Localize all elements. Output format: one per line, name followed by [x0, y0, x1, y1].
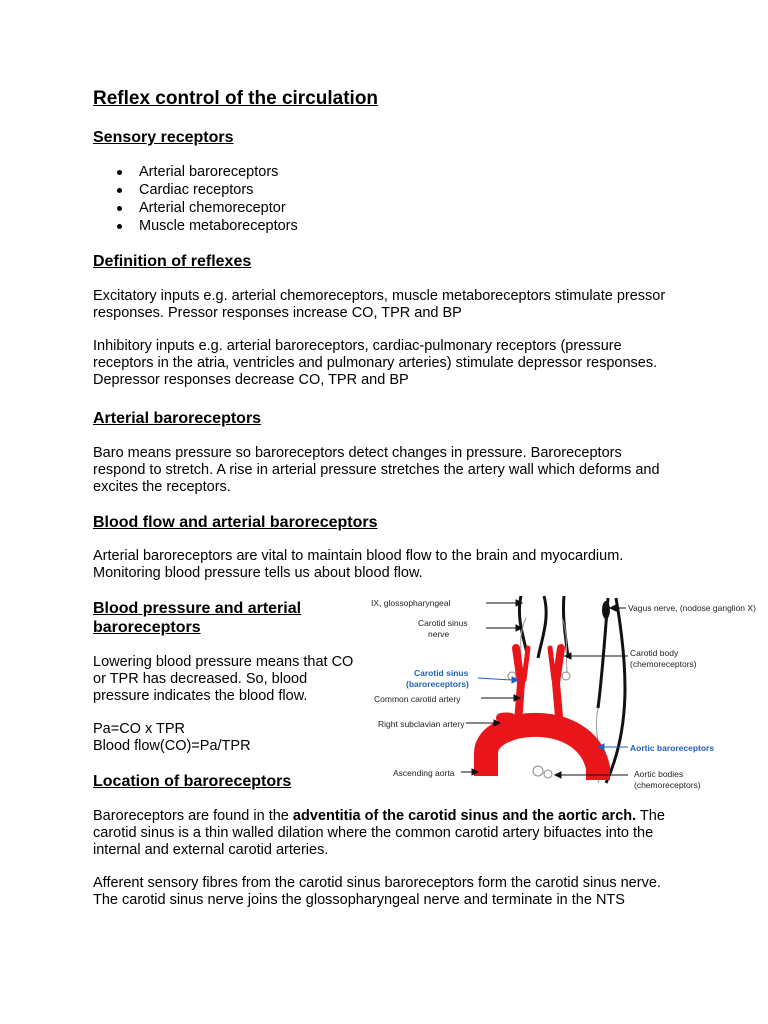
vagus-nerve-outer [606, 598, 625, 783]
location-text-post: The carotid sinus is a thin walled dilation where the common carotid artery bifuactes into the internal and external carotid arteries. [93, 808, 665, 858]
label-carotid-body-1: Carotid body [630, 648, 679, 658]
nodose-ganglion [602, 601, 610, 619]
heading-arterial-baroreceptors: Arterial baroreceptors [93, 410, 262, 427]
list-item: Arterial chemoreceptor [93, 199, 298, 217]
paragraph-afferent: Afferent sensory fibres from the carotid sinus baroreceptors form the carotid sinus nerve. The carotid sinus nerve joins the glossopharyngeal nerve and terminate in the NTS [93, 875, 661, 908]
heading-blood-flow: Blood flow and arterial baroreceptors [93, 514, 378, 531]
location-text-bold: adventitia of the carotid sinus and the aortic arch. [292, 808, 637, 824]
label-glossopharyngeal: IX, glossopharyngeal [371, 598, 451, 608]
left-carotid-artery [516, 648, 521, 723]
label-vagus-nerve: Vagus nerve, (nodose ganglion X) [628, 603, 756, 613]
label-aortic-baroreceptors: Aortic baroreceptors [630, 743, 715, 753]
label-carotid-sinus-2: (baroreceptors) [406, 679, 469, 689]
list-item: Cardiac receptors [93, 181, 298, 199]
heading-blood-pressure-line1: Blood pressure and arterial [93, 600, 302, 617]
heading-location: Location of baroreceptors [93, 773, 292, 790]
formula-blood-flow: Blood flow(CO)=Pa/TPR [93, 738, 251, 754]
paragraph-lowering-pressure: Lowering blood pressure means that CO or TPR has decreased. So, blood pressure indicates the blood flow. [93, 654, 354, 704]
formula-pa: Pa=CO x TPR [93, 721, 185, 737]
paragraph-excitatory: Excitatory inputs e.g. arterial chemoreceptors, muscle metaboreceptors stimulate pressor responses. Pressor responses increase CO, TPR and BP [93, 288, 666, 321]
paragraph-inhibitory: Inhibitory inputs e.g. arterial baroreceptors, cardiac-pulmonary receptors (pressure receptors in the atria, ventricles and pulmonary arteries) stimulate depressor responses. Depressor responses decrease CO, TPR and BP [93, 338, 658, 388]
paragraph-baro: Baro means pressure so baroreceptors detect changes in pressure. Baroreceptors respond to stretch. A rise in arterial pressure stretches the artery wall which deforms and excites the receptors. [93, 445, 660, 495]
label-carotid-sinus-nerve-2: nerve [428, 629, 450, 639]
paragraph-blood-flow: Arterial baroreceptors are vital to maintain blood flow to the brain and myocardium. Monitoring blood pressure tells us about blood flow. [93, 548, 624, 581]
glossopharyngeal-nerve-right [538, 596, 546, 658]
location-text-pre: Baroreceptors are found in the [93, 808, 293, 824]
heading-definition-of-reflexes: Definition of reflexes [93, 253, 252, 270]
label-aortic-bodies-2: (chemoreceptors) [634, 780, 701, 790]
label-common-carotid: Common carotid artery [374, 694, 461, 704]
label-carotid-sinus-nerve-1: Carotid sinus [418, 618, 468, 628]
paragraph-location [93, 808, 673, 859]
heading-sensory-receptors: Sensory receptors [93, 129, 234, 146]
list-item: Muscle metaboreceptors [93, 217, 298, 235]
label-carotid-sinus-1: Carotid sinus [414, 668, 469, 678]
baroreceptor-diagram [366, 588, 766, 808]
label-right-subclavian: Right subclavian artery [378, 719, 465, 729]
heading-blood-pressure-line2: baroreceptors [93, 619, 201, 636]
aortic-body-2 [544, 770, 552, 778]
page-title: Reflex control of the circulation [93, 88, 379, 109]
label-aortic-bodies-1: Aortic bodies [634, 769, 684, 779]
label-ascending-aorta: Ascending aorta [393, 768, 455, 778]
sensory-receptor-list [93, 163, 298, 235]
list-item: Arterial baroreceptors [93, 163, 298, 181]
aortic-body-1 [533, 766, 543, 776]
label-carotid-body-2: (chemoreceptors) [630, 659, 697, 669]
